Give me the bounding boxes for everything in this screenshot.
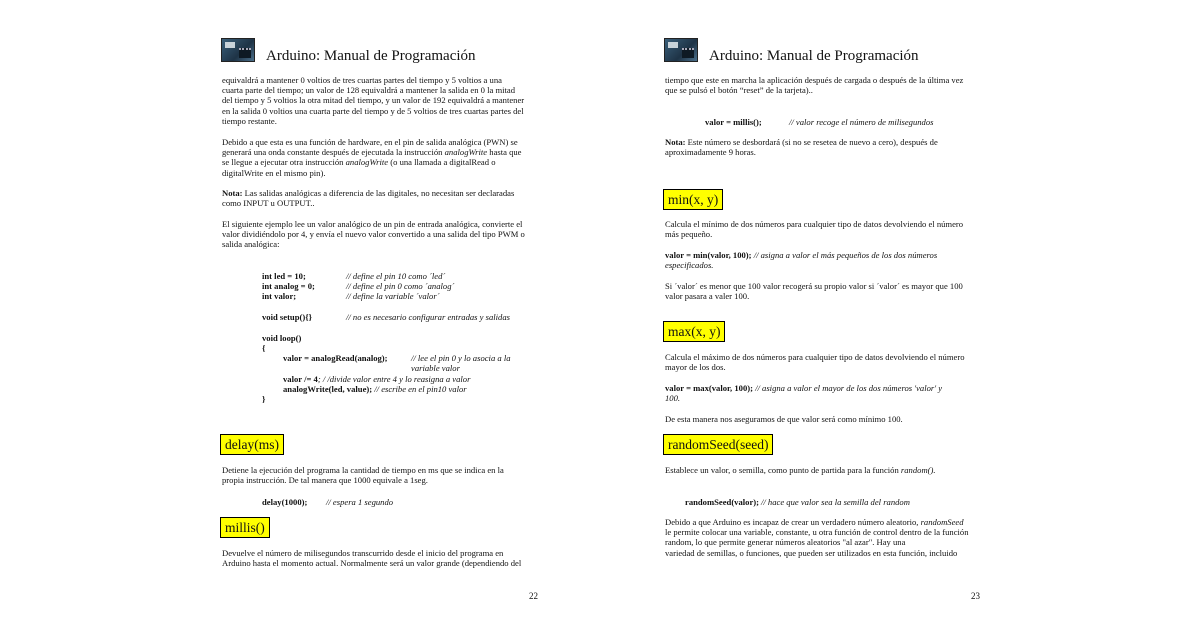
header-title: Arduino: Manual de Programación	[709, 48, 919, 64]
text-line: valor pasara a valer 100.	[665, 291, 750, 302]
code-line: int analog = 0;	[262, 281, 315, 291]
section-title-randomseed: randomSeed(seed)	[663, 434, 773, 455]
text-line: Establece un valor, o semilla, como punto de partida para la función random().	[665, 465, 936, 475]
page-header	[658, 36, 988, 66]
text-line: cuarta parte del tiempo; un valor de 128 equivaldrá a mantener la salida en 0 la mitad	[222, 85, 516, 96]
code-line: valor = millis();	[705, 117, 762, 127]
paragraph-millis	[222, 548, 540, 568]
code-comment: // define el pin 0 como ´analog´	[346, 281, 455, 291]
text-line: equivaldrá a mantener 0 voltios de tres cuartas partes del tiempo y 5 voltios a una	[222, 75, 502, 85]
section-title-millis: millis()	[220, 517, 270, 538]
code-line: void setup(){}	[262, 312, 312, 322]
code-line: int led = 10;	[262, 271, 306, 281]
text-line: El siguiente ejemplo lee un valor analógico de un pin de entrada analógica, convierte el	[222, 219, 523, 229]
arduino-board-logo	[221, 38, 255, 62]
section-title-delay: delay(ms)	[220, 434, 284, 455]
paragraph-pwm-values	[222, 75, 540, 126]
code-line: analogWrite(led, value); // escribe en el pin10 valor	[283, 384, 467, 394]
text-line: Debido a que esta es una función de hardware, en el pin de salida analógica (PWN) se	[222, 137, 518, 147]
text-line: más pequeño.	[665, 229, 713, 240]
section-title-max: max(x, y)	[663, 321, 725, 342]
text-line: De esta manera nos aseguramos de que valor será como mínimo 100.	[665, 414, 903, 424]
text-line: que se pulsó el botón “reset” de la tarjeta)..	[665, 85, 813, 96]
section-title-min: min(x, y)	[663, 189, 723, 210]
text-line: salida analógica:	[222, 239, 280, 250]
paragraph-randomseed	[665, 465, 983, 475]
paragraph-max-note	[665, 414, 983, 424]
text-line: Devuelve el número de milisegundos transcurrido desde el inicio del programa en	[222, 548, 504, 558]
text-line: tiempo restante.	[222, 115, 277, 126]
code-line: valor = analogRead(analog);	[283, 353, 388, 363]
code-comment: // lee el pin 0 y lo asocia a la	[411, 353, 511, 363]
text-line: Calcula el mínimo de dos números para cualquier tipo de datos devolviendo el número	[665, 219, 964, 229]
paragraph-min-note	[665, 281, 983, 301]
code-line: int valor;	[262, 291, 297, 301]
text-line: se llegue a ejecutar otra instrucción analogWrite (o una llamada a digitalRead o	[222, 157, 496, 168]
code-min	[665, 250, 983, 270]
page-22	[215, 0, 545, 627]
code-comment: // espera 1 segundo	[326, 497, 394, 507]
text-line: le permite colocar una variable, constante, u otra función de control dentro de la función	[665, 527, 969, 538]
text-line: del tiempo y 5 voltios la otra mitad del tiempo, y un valor de 192 equivaldrá a mantener	[222, 95, 525, 106]
text-line: variedad de semillas, o funciones, que pueden ser utilizados en esta función, incluido	[665, 547, 958, 558]
code-line: delay(1000);	[262, 497, 308, 507]
text-line: aproximadamente 9 horas.	[665, 147, 756, 158]
header-title: Arduino: Manual de Programación	[266, 48, 476, 64]
text-line: digitalWrite en el mismo pin).	[222, 167, 326, 178]
paragraph-randomseed-detail	[665, 517, 983, 558]
arduino-board-logo	[664, 38, 698, 62]
code-comment: 100.	[665, 393, 681, 404]
code-comment: variable valor	[411, 363, 460, 373]
text-line: valor dividiéndolo por 4, y envía el nuevo valor convertido a una salida del tipo PWM o	[222, 229, 525, 240]
paragraph-delay	[222, 465, 540, 485]
text-line: Debido a que Arduino es incapaz de crear un verdadero número aleatorio, randomSeed	[665, 517, 964, 527]
code-line: valor = max(valor, 100); // asigna a valor el mayor de los dos números 'valor' y	[665, 383, 943, 393]
paragraph-max	[665, 352, 983, 372]
text-line: tiempo que este en marcha la aplicación después de cargada o después de la última vez	[665, 75, 964, 85]
code-comment: // define la variable ´valor´	[346, 291, 440, 301]
text-line: random, lo que permite generar números aleatorios "al azar". Hay una	[665, 537, 906, 548]
code-line: }	[262, 394, 266, 404]
page-number: 23	[971, 591, 980, 601]
page-23	[658, 0, 988, 627]
code-comment: especificados.	[665, 260, 714, 271]
text-line: como INPUT u OUTPUT..	[222, 198, 315, 209]
text-line: Calcula el máximo de dos números para cualquier tipo de datos devolviendo el número	[665, 352, 965, 362]
text-line: Detiene la ejecución del programa la cantidad de tiempo en ms que se indica en la	[222, 465, 504, 475]
text-line: propia instrucción. De tal manera que 1000 equivale a 1seg.	[222, 475, 428, 486]
paragraph-example-intro	[222, 219, 540, 250]
paragraph-note-overflow	[665, 137, 983, 157]
code-line: randomSeed(valor);	[685, 497, 759, 507]
code-line: {	[262, 343, 266, 353]
paragraph-hardware-function	[222, 137, 540, 178]
text-line: generará una onda constante después de ejecutada la instrucción analogWrite hasta que	[222, 147, 522, 158]
code-comment: // define el pin 10 como ´led´	[346, 271, 446, 281]
paragraph-millis-cont	[665, 75, 983, 95]
code-line: valor /= 4; / /divide valor entre 4 y lo reasigna a valor	[283, 374, 471, 384]
code-max	[665, 383, 983, 403]
text-line: mayor de los dos.	[665, 362, 726, 373]
code-line: valor = min(valor, 100); // asigna a valor el más pequeños de los dos números	[665, 250, 938, 260]
code-comment: // no es necesario configurar entradas y salidas	[346, 312, 510, 322]
paragraph-note-analog	[222, 188, 540, 208]
text-line: en la salida 0 voltios una cuarta parte del tiempo y de 5 voltios de tres cuartas partes del	[222, 105, 524, 116]
text-line: Nota: Las salidas analógicas a diferencia de las digitales, no necesitan ser declaradas	[222, 188, 515, 198]
code-comment: // valor recoge el número de milisegundos	[789, 117, 934, 127]
paragraph-min	[665, 219, 983, 239]
code-line: void loop()	[262, 333, 302, 343]
text-line: Arduino hasta el momento actual. Normalmente será un valor grande (dependiendo del	[222, 558, 522, 569]
code-comment: // hace que valor sea la semilla del random	[761, 497, 910, 507]
text-line: Si ´valor´ es menor que 100 valor recogerá su propio valor si ´valor´ es mayor que 100	[665, 281, 963, 291]
text-line: Nota: Este número se desbordará (si no se resetea de nuevo a cero), después de	[665, 137, 938, 147]
page-header	[215, 36, 545, 66]
page-number: 22	[529, 591, 538, 601]
